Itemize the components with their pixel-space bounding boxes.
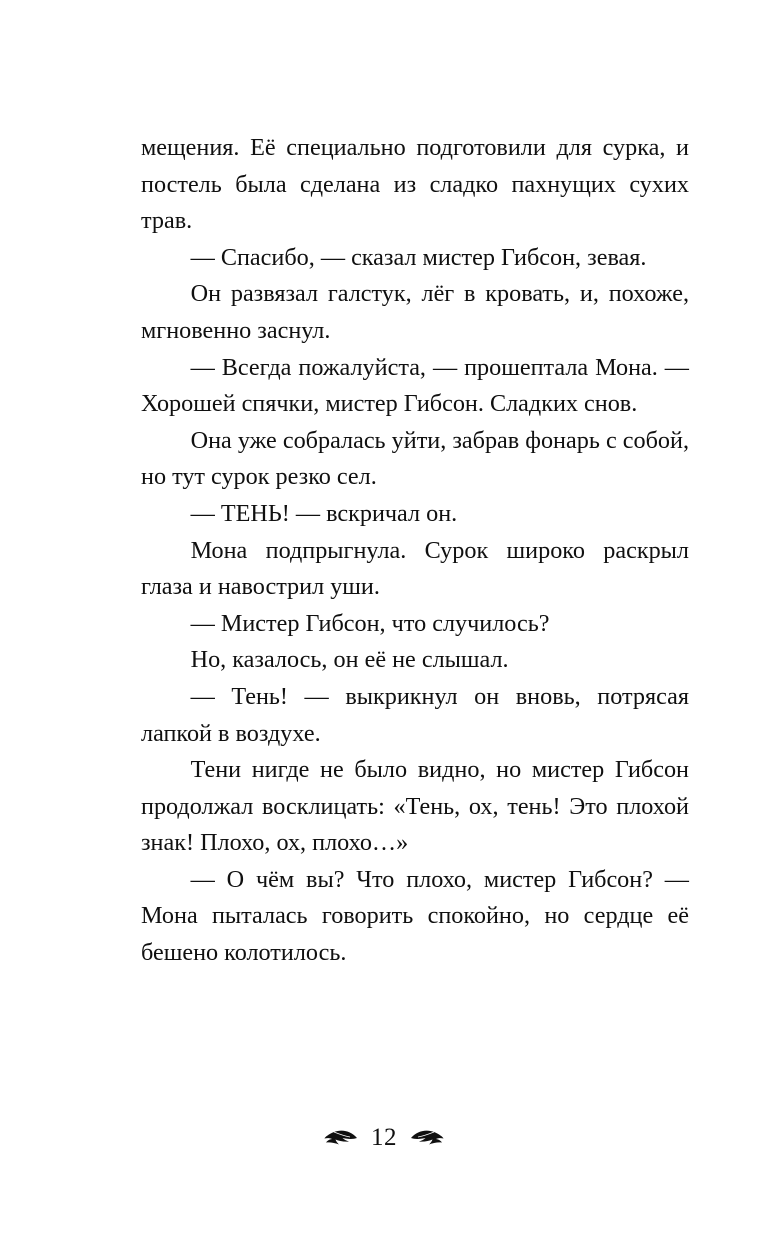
- page-number: 12: [371, 1124, 397, 1151]
- paragraph: Тени нигде не было видно, но мистер Гибсон продолжал восклицать: «Тень, ох, тень! Это плохой знак! Плохо, ох, плохо…»: [141, 756, 689, 857]
- paragraph: — Тень! — выкрикнул он вновь, потрясая лапкой в воздухе.: [141, 682, 689, 747]
- leaf-ornament-right-icon: [410, 1129, 444, 1147]
- paragraph: — ТЕНЬ! — вскричал он.: [190, 499, 458, 527]
- paragraph: — Мистер Гибсон, что случилось?: [190, 609, 550, 637]
- paragraph: Мона подпрыгнула. Сурок широко раскрыл глаза и навострил уши.: [141, 536, 689, 601]
- page-footer: [0, 1108, 768, 1168]
- paragraph: — Спасибо, — сказал мистер Гибсон, зевая.: [190, 243, 647, 271]
- paragraph: Он развязал галстук, лёг в кровать, и, похоже, мгновенно заснул.: [141, 280, 689, 344]
- leaf-ornament-left-icon: [324, 1129, 358, 1147]
- page-body-text: [141, 130, 689, 972]
- paragraph: Она уже собралась уйти, забрав фонарь с собой, но тут сурок резко сел.: [141, 426, 689, 491]
- paragraph: — Всегда пожалуйста, — прошептала Мона. — Хорошей спячки, мистер Гибсон. Сладких снов.: [141, 353, 689, 418]
- paragraph: мещения. Её специально подготовили для сурка, и постель была сделана из сладко пахнущих сухих трав.: [141, 134, 689, 235]
- paragraph: — О чём вы? Что плохо, мистер Гибсон? — Мона пыталась говорить спокойно, но сердце её бешено колотилось.: [141, 865, 689, 967]
- paragraph: Но, казалось, он её не слышал.: [190, 646, 509, 674]
